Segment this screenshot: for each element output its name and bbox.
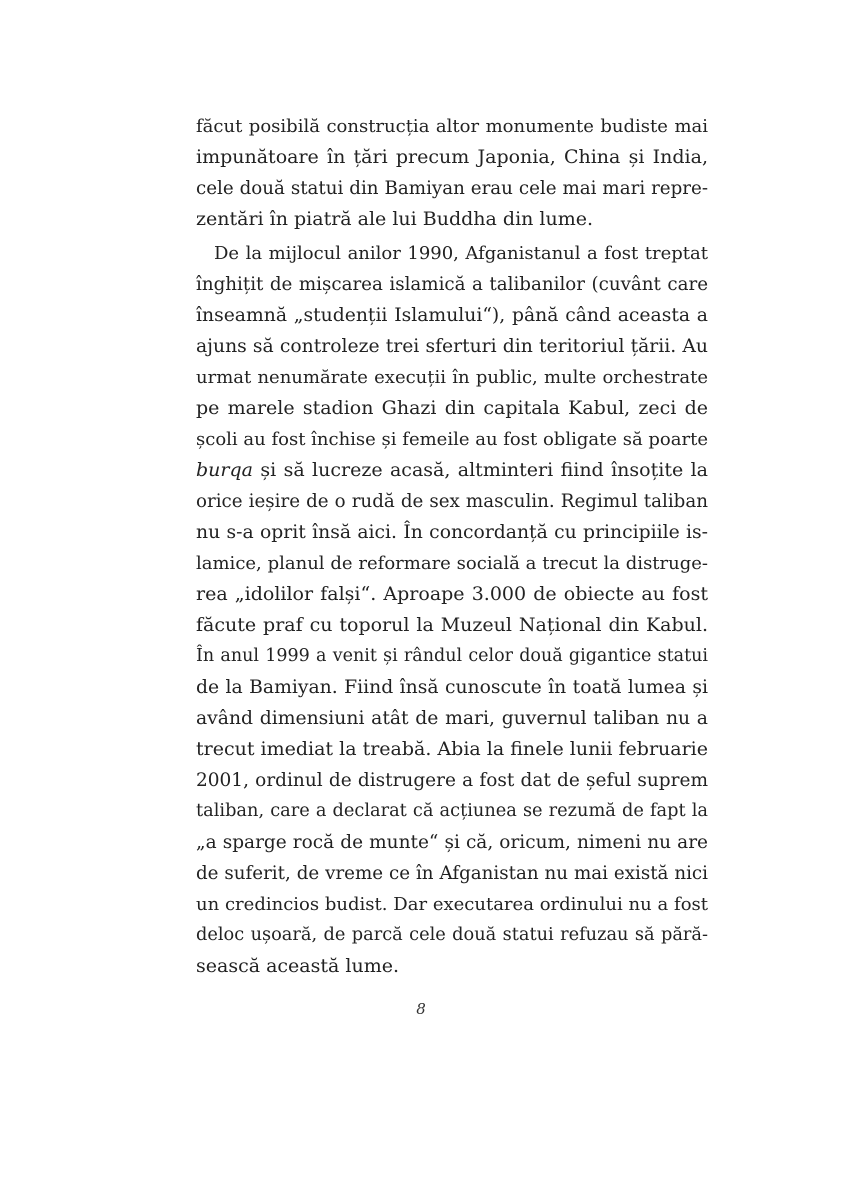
text-line: deloc ușoară, de parcă cele două statui refuzau să pără- (196, 925, 708, 945)
text-line-italic-word (196, 455, 708, 486)
text-line: făcute praf cu toporul la Muzeul Național din Kabul. (196, 614, 708, 636)
text-line: taliban, care a declarat că acțiunea se rezumă de fapt la (196, 801, 708, 821)
text-line: În anul 1999 a venit și rândul celor două gigantice statui (196, 646, 708, 666)
text-line: ajuns să controleze trei sferturi din teritoriul țării. Au (196, 336, 708, 357)
text-line: cele două statui din Bamiyan erau cele mai mari repre- (196, 178, 708, 199)
page-number: 8 (416, 1000, 426, 1018)
text-line: înghițit de mișcarea islamică a talibanilor (cuvânt care (196, 274, 708, 295)
text-line: înseamnă „studenții Islamului“), până când aceasta a (196, 305, 708, 326)
text-line: făcut posibilă construcția altor monumente budiste mai (196, 116, 708, 137)
text-line: „a sparge rocă de munte“ și că, oricum, nimeni nu are (196, 832, 708, 853)
text-line: nu s-a oprit însă aici. În concordanță cu principiile is- (196, 522, 708, 543)
body-text (196, 111, 708, 982)
text-line: trecut imediat la treabă. Abia la finele lunii februarie (196, 738, 708, 760)
text-line: rea „idolilor falși“. Aproape 3.000 de obiecte au fost (196, 583, 708, 605)
text-line: De la mijlocul anilor 1990, Afganistanul a fost treptat (214, 243, 708, 264)
text-line: orice ieșire de o rudă de sex masculin. Regimul taliban (196, 491, 708, 512)
text-line: pe marele stadion Ghazi din capitala Kabul, zeci de (196, 397, 708, 419)
text-line: 2001, ordinul de distrugere a fost dat de șeful suprem (196, 770, 708, 791)
text-line: având dimensiuni atât de mari, guvernul taliban nu a (196, 708, 708, 729)
text-line: impunătoare în țări precum Japonia, China și India, (196, 146, 708, 168)
text-line: urmat nenumărate execuții în public, multe orchestrate (196, 367, 708, 388)
text-line: un credincios budist. Dar executarea ordinului nu a fost (196, 894, 708, 915)
text-line-rest: și să lucreze acasă, altminteri fiind însoțite la (252, 459, 708, 481)
text-line: lamice, planul de reformare socială a trecut la distruge- (196, 553, 708, 574)
italic-term: burqa (196, 459, 253, 481)
text-line: școli au fost închise și femeile au fost obligate să poarte (196, 429, 708, 450)
text-line: de la Bamiyan. Fiind însă cunoscute în toată lumea și (196, 677, 708, 698)
text-line: de suferit, de vreme ce în Afganistan nu mai există nici (196, 863, 708, 884)
text-line: sească această lume. (196, 955, 399, 977)
text-line: zentări în piatră ale lui Buddha din lume. (196, 208, 594, 230)
